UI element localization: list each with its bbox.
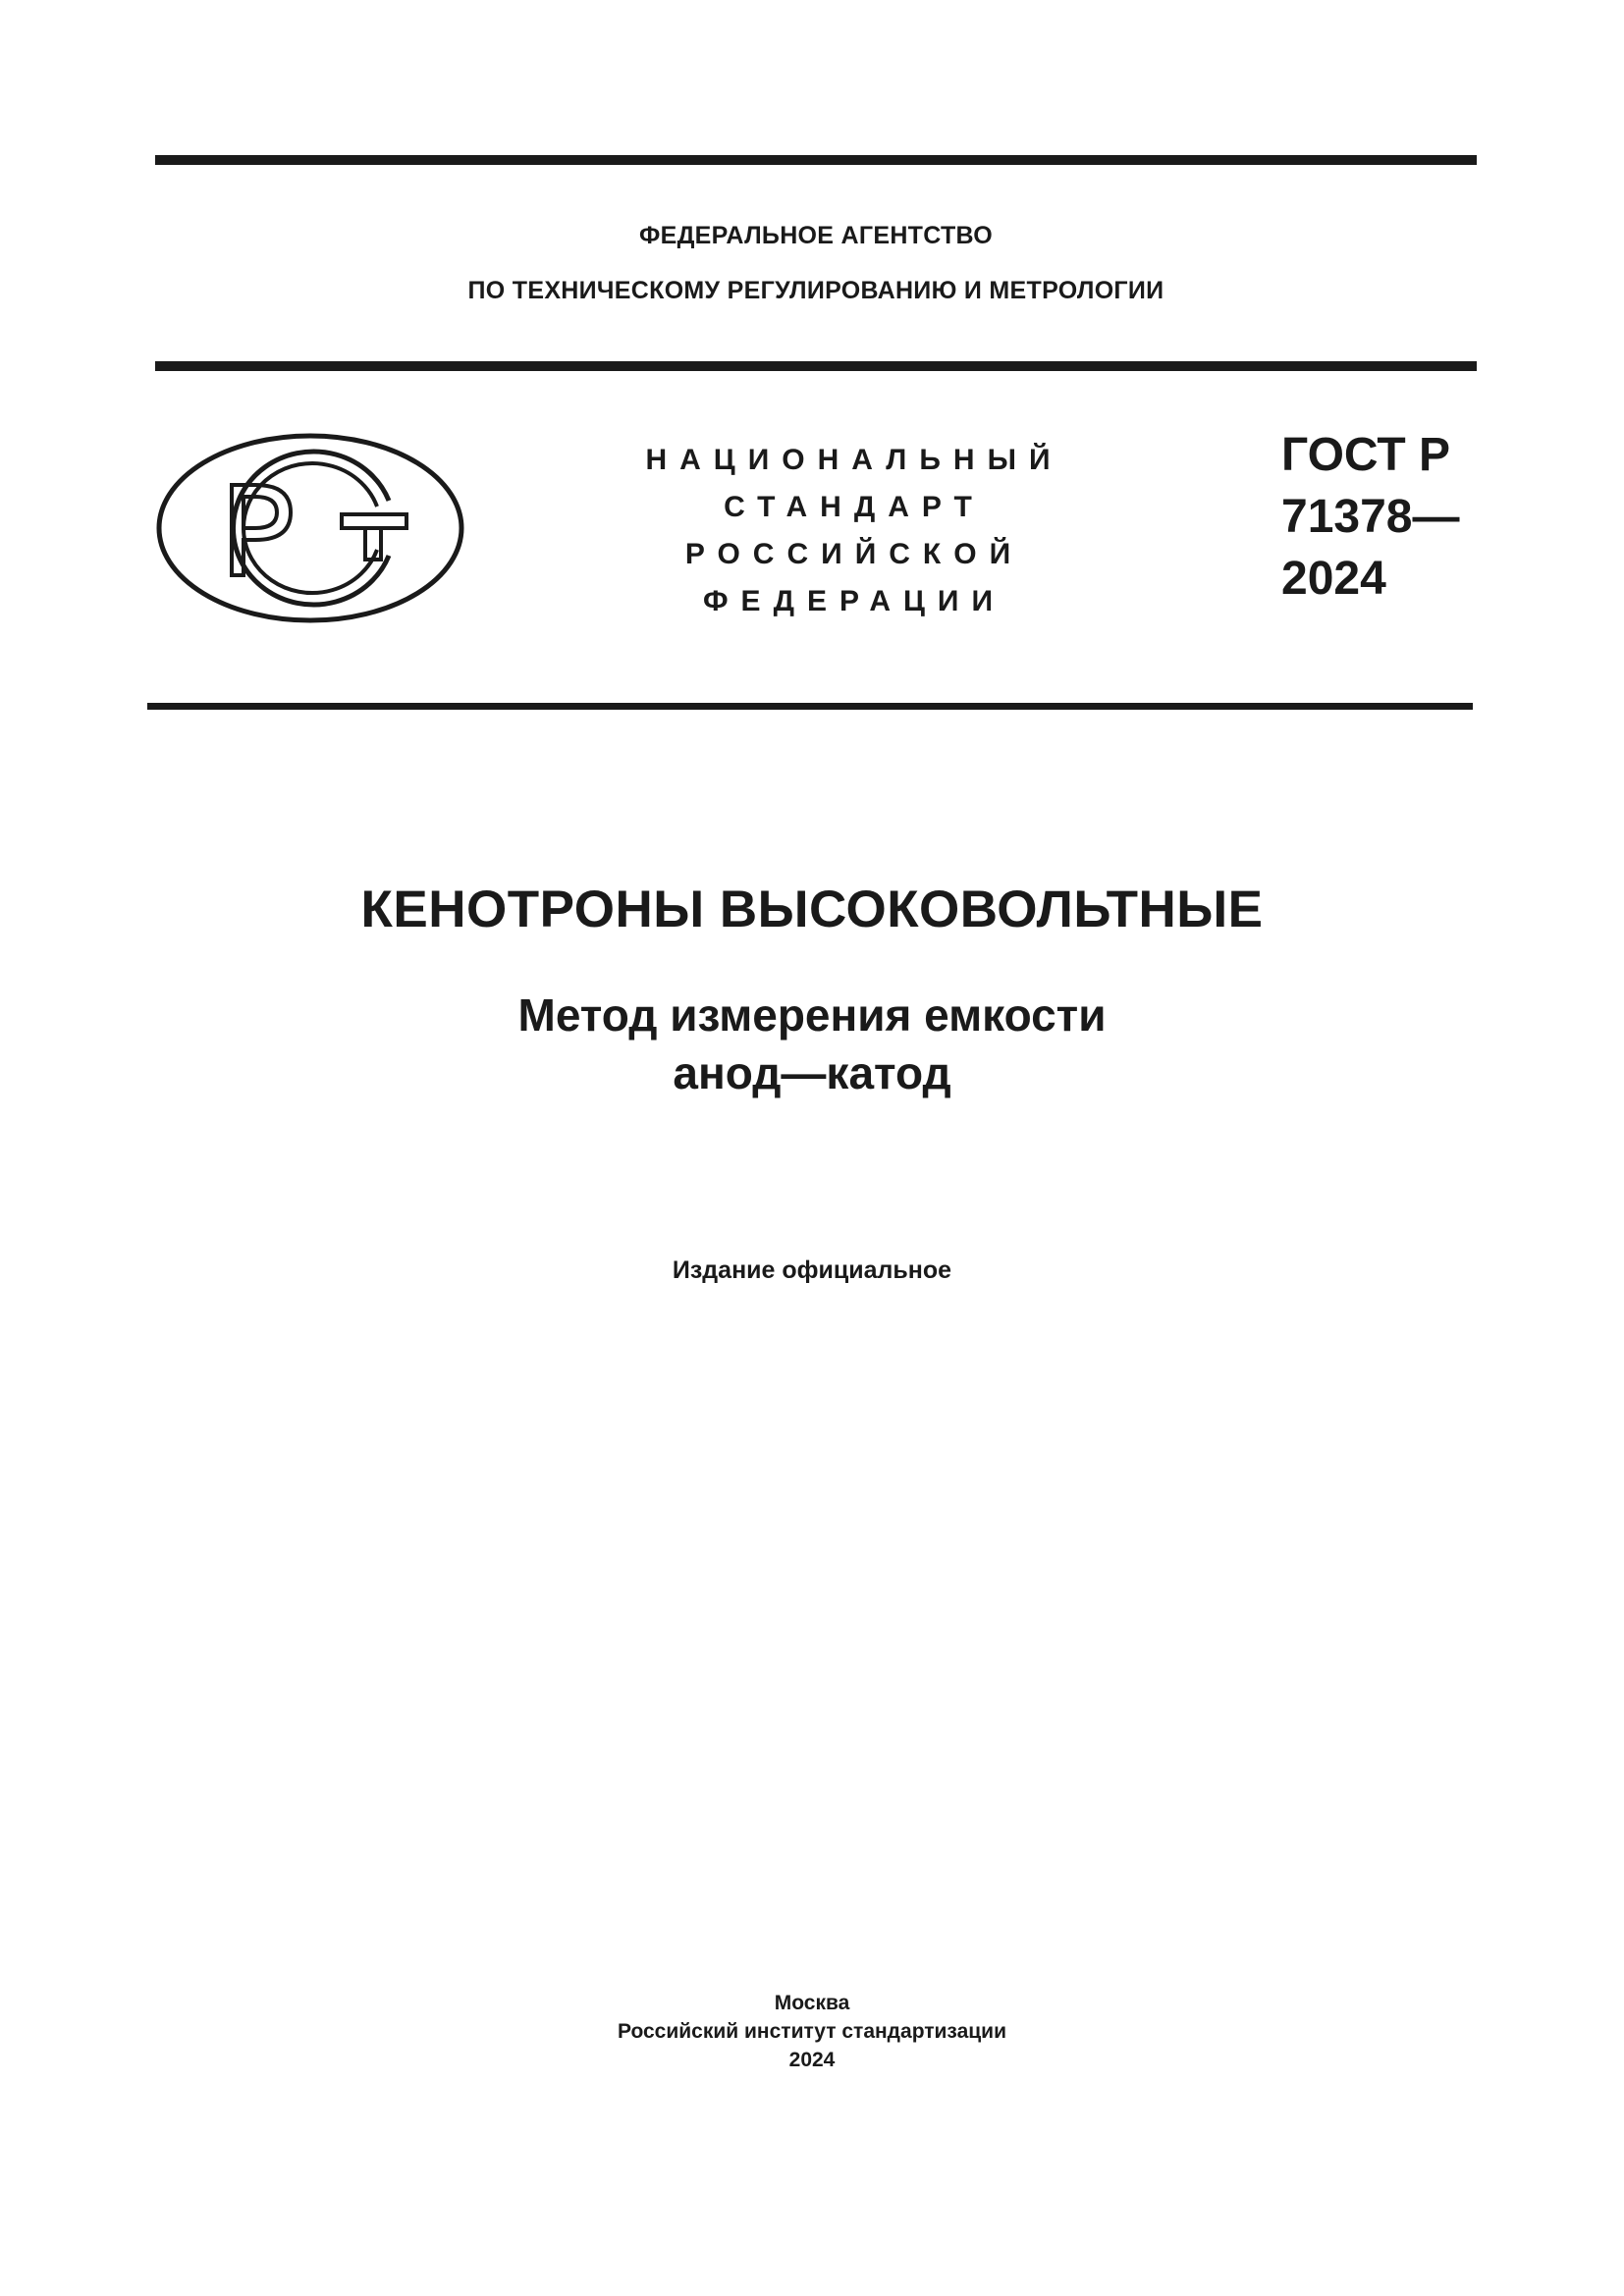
document-subtitle bbox=[0, 987, 1624, 1102]
national-standard-line-3: РОССИЙСКОЙ bbox=[684, 538, 1024, 570]
national-standard-label bbox=[589, 437, 1119, 625]
document-title: КЕНОТРОНЫ ВЫСОКОВОЛЬТНЫЕ bbox=[360, 881, 1264, 938]
top-rule bbox=[155, 155, 1477, 165]
national-standard-line-1: НАЦИОНАЛЬНЫЙ bbox=[645, 444, 1063, 476]
agency-name-line-1: ФЕДЕРАЛЬНОЕ АГЕНТСТВО bbox=[638, 222, 994, 249]
standard-designation bbox=[1281, 424, 1459, 610]
publisher-name: Российский институт стандартизации bbox=[617, 2020, 1007, 2043]
publisher-block bbox=[0, 1989, 1624, 2074]
section-rule bbox=[147, 703, 1473, 710]
edition-note: Издание официальное bbox=[672, 1256, 952, 1284]
designation-line-3: 2024 bbox=[1281, 553, 1386, 605]
designation-line-1: ГОСТ Р bbox=[1281, 429, 1451, 481]
designation-line-2: 71378— bbox=[1281, 491, 1460, 543]
gost-r-certification-mark-icon bbox=[155, 430, 469, 626]
subtitle-line-1: Метод измерения емкости bbox=[517, 989, 1107, 1041]
national-standard-line-4: ФЕДЕРАЦИИ bbox=[702, 585, 1006, 617]
publisher-city: Москва bbox=[774, 1992, 850, 2014]
subtitle-line-2: анод—катод bbox=[673, 1047, 951, 1098]
agency-name-line-2: ПО ТЕХНИЧЕСКОМУ РЕГУЛИРОВАНИЮ И МЕТРОЛОГИИ bbox=[467, 277, 1164, 304]
national-standard-line-2: СТАНДАРТ bbox=[724, 491, 985, 523]
header-rule bbox=[155, 361, 1477, 371]
publication-year: 2024 bbox=[788, 2049, 836, 2071]
gost-r-logo bbox=[155, 430, 469, 626]
